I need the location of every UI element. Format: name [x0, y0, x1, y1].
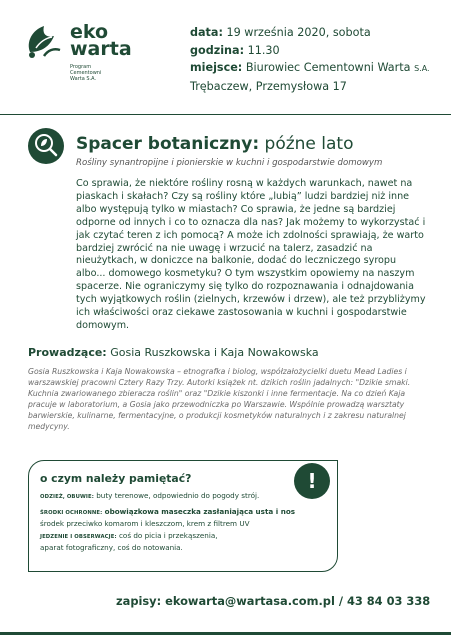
clothing-value: buty terenowe, odpowiednio do pogody strój.: [96, 491, 260, 500]
leaders-bio: Gosia Ruszkowska i Kaja Nowakowska – etnografka i biolog, współzałożycielki duetu Mead Ladies i warszawskiej pracowni Cztery Razy Trzy. Autorki książek nt. dzikich roślin jadalnych: "Dzikie smaki. Kuchnia zwariowanego zbieracza roślin" oraz "Dzikie kiszonki i inne fermentacje. Na co dzień Kaja pracuje w laboratorium, a Gosia jako przewodniczka po Warszawie. Wspólnie prowadzą warsztaty barwierskie, kulinarne, fermentacyjne, o produkcji kosmetyków naturalnych i z zakresu naturalnej medycyny.: [28, 367, 411, 431]
magnifier-leaf-icon: [28, 128, 64, 164]
logo-word-warta: warta: [70, 38, 132, 60]
activity-title: [76, 134, 354, 154]
logo-subtitle-line: Cementowni: [70, 70, 102, 76]
place-address: Trębaczew, Przemysłowa 17: [190, 79, 347, 93]
date-label: data:: [190, 26, 223, 39]
event-time: [190, 42, 440, 60]
footer-rule: [0, 632, 451, 635]
event-place: [190, 59, 440, 78]
logo-subtitle: [70, 64, 130, 82]
food-label: JEDZENIE I OBSERWACJE:: [40, 534, 117, 540]
remember-title: o czym należy pamiętać?: [40, 472, 192, 485]
food-item: [40, 531, 340, 552]
logo-word-eko: eko: [70, 21, 109, 43]
clothing-label: ODZIEŻ, OBUWIE:: [40, 494, 94, 500]
clothing-item: [40, 491, 340, 503]
leaders-names: Gosia Ruszkowska i Kaja Nowakowska: [106, 346, 319, 359]
activity-title-rest: późne lato: [259, 134, 354, 154]
activity-description: [76, 178, 426, 333]
protection-item: [40, 507, 340, 528]
activity-subtitle: Rośliny synantropijne i pionierskie w kuchni i gospodarstwie domowym: [76, 158, 383, 168]
time-value: 11.30: [247, 43, 280, 57]
time-label: godzina:: [190, 43, 245, 57]
food-value: coś do picia i przekąszenia,: [118, 531, 218, 540]
activity-description-text: Co sprawia, że niektóre rośliny rosną w każdych warunkach, nawet na piaskach i skałach? Czy są rośliny które „lubią” ludzi bardziej niż inne albo występują tylko w miastach? Co sprawia, że jedne są bardziej odporne od innych i co to oznacza dla nas? Jak możemy to wykorzystać i jak czytać teren z ich pomocą? A może ich zdolności sprawiają, że warto bardziej zwrócić na nie uwagę i wrzucić na talerz, zasadzić na nieużytkach, w doniczce na balkonie, dodać do leczniczego syropu albo... domowego kosmetyku? O tym wszystkim opowiemy na naszym spacerze. Nie ograniczymy się tylko do rozpoznawania i odnajdowania tych wyjątkowych roślin (zielnych, krzewów i drzew), ale też przybliżymy ich właściwości oraz ciekawe zastosowania w kuchni i gospodarstwie domowym.: [76, 178, 426, 331]
protection-value-bold: obowiązkowa maseczka zasłaniająca usta i nos: [104, 507, 296, 516]
leaders-label: Prowadzące:: [28, 346, 107, 359]
event-info: [190, 24, 440, 95]
exclamation-icon: !: [294, 463, 330, 499]
ekowarta-logo: [24, 20, 154, 80]
place-label: miejsce:: [190, 61, 243, 74]
place-company-suffix: S.A.: [414, 64, 430, 73]
logo-wordmark: [70, 21, 132, 60]
leaf-logo-icon: [24, 22, 64, 60]
place-value: Biurowiec Cementowni Warta: [245, 61, 411, 74]
protection-label: ŚRODKI OCHRONNE:: [40, 510, 103, 516]
leaders-heading: [28, 346, 319, 359]
signup-contact[interactable]: zapisy: ekowarta@wartasa.com.pl / 43 84 03 338: [116, 594, 431, 608]
date-value: 19 września 2020, sobota: [226, 26, 371, 39]
food-value-2: aparat fotograficzny, coś do notowania.: [40, 542, 183, 552]
header-divider: [0, 114, 451, 115]
event-date: [190, 24, 440, 42]
protection-value: środek przeciwko komarom i kleszczom, krem z filtrem UV: [40, 518, 250, 528]
logo-subtitle-line: Warta S.A.: [70, 76, 97, 82]
logo-subtitle-line: Program: [70, 64, 92, 70]
activity-title-bold: Spacer botaniczny:: [76, 134, 260, 154]
